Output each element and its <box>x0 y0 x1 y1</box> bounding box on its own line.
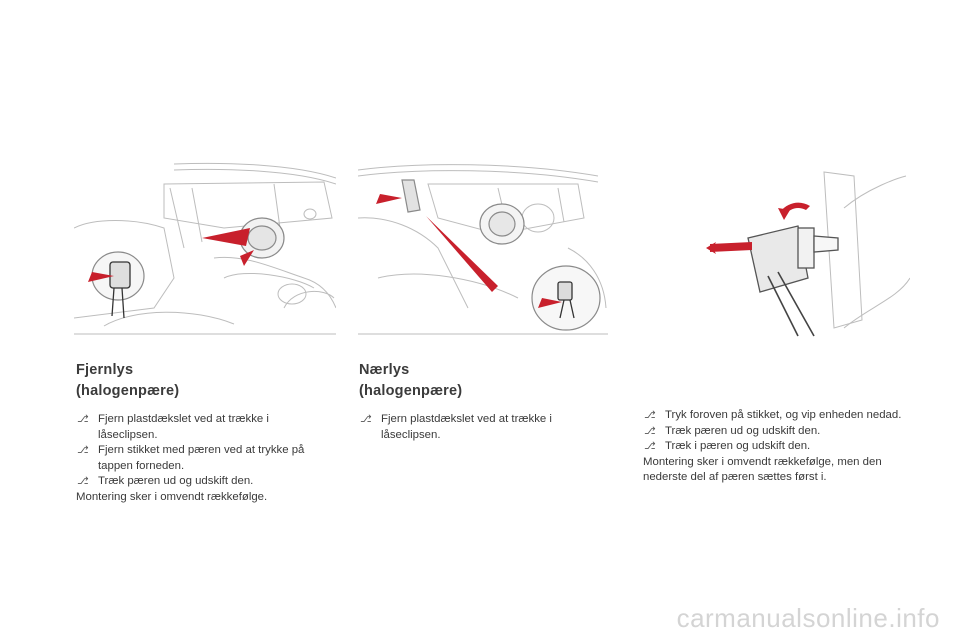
step-list <box>359 412 589 443</box>
step-item <box>643 424 918 440</box>
checkbox-arrow-icon: ⎇ <box>360 414 372 425</box>
step-text: Fjern stikket med pæren ved at trykke på tappen forneden. <box>98 444 305 472</box>
step-text: Tryk foroven på stikket, og vip enheden nedad. <box>665 409 902 421</box>
watermark: carmanualsonline.info <box>676 603 940 633</box>
checkbox-arrow-icon: ⎇ <box>644 425 656 437</box>
step-text: Træk i pæren og udskift den. <box>665 440 811 452</box>
step-item <box>643 408 918 424</box>
step-text: Fjern plastdækslet ved at trække i låseclipsen. <box>98 413 269 441</box>
step-item <box>359 412 589 443</box>
step-list <box>643 408 918 455</box>
illustration-bulb-removal <box>648 158 910 340</box>
step-item <box>643 439 918 455</box>
step-item <box>76 474 331 490</box>
heading-line-1: Fjernlys <box>76 362 134 378</box>
section-heading <box>76 360 331 402</box>
assembly-note: Montering sker i omvendt rækkefølge. <box>76 490 268 503</box>
assembly-note: Montering sker i omvendt rækkefølge, men den nederste del af pæren sættes først i. <box>643 455 882 483</box>
step-item <box>76 443 331 474</box>
section-low-beam <box>359 360 589 443</box>
checkbox-arrow-icon: ⎇ <box>644 441 656 452</box>
section-bulb-replacement <box>643 408 918 486</box>
illustration-low-beam <box>358 158 608 340</box>
checkbox-arrow-icon: ⎇ <box>644 410 656 421</box>
step-item <box>76 412 331 443</box>
heading-line-2: (halogenpære) <box>359 383 463 399</box>
checkbox-arrow-icon: ⎇ <box>77 414 89 425</box>
step-text: Fjern plastdækslet ved at trække i låseclipsen. <box>381 413 552 441</box>
checkbox-arrow-icon: ⎇ <box>77 445 89 456</box>
illustration-high-beam <box>74 158 336 340</box>
heading-line-1: Nærlys <box>359 362 410 378</box>
section-high-beam <box>76 360 331 505</box>
step-text: Træk pæren ud og udskift den. <box>98 475 254 487</box>
step-list <box>76 412 331 490</box>
checkbox-arrow-icon: ⎇ <box>77 476 89 487</box>
section-heading <box>359 360 589 402</box>
heading-line-2: (halogenpære) <box>76 383 180 399</box>
step-text: Træk pæren ud og udskift den. <box>665 424 821 437</box>
